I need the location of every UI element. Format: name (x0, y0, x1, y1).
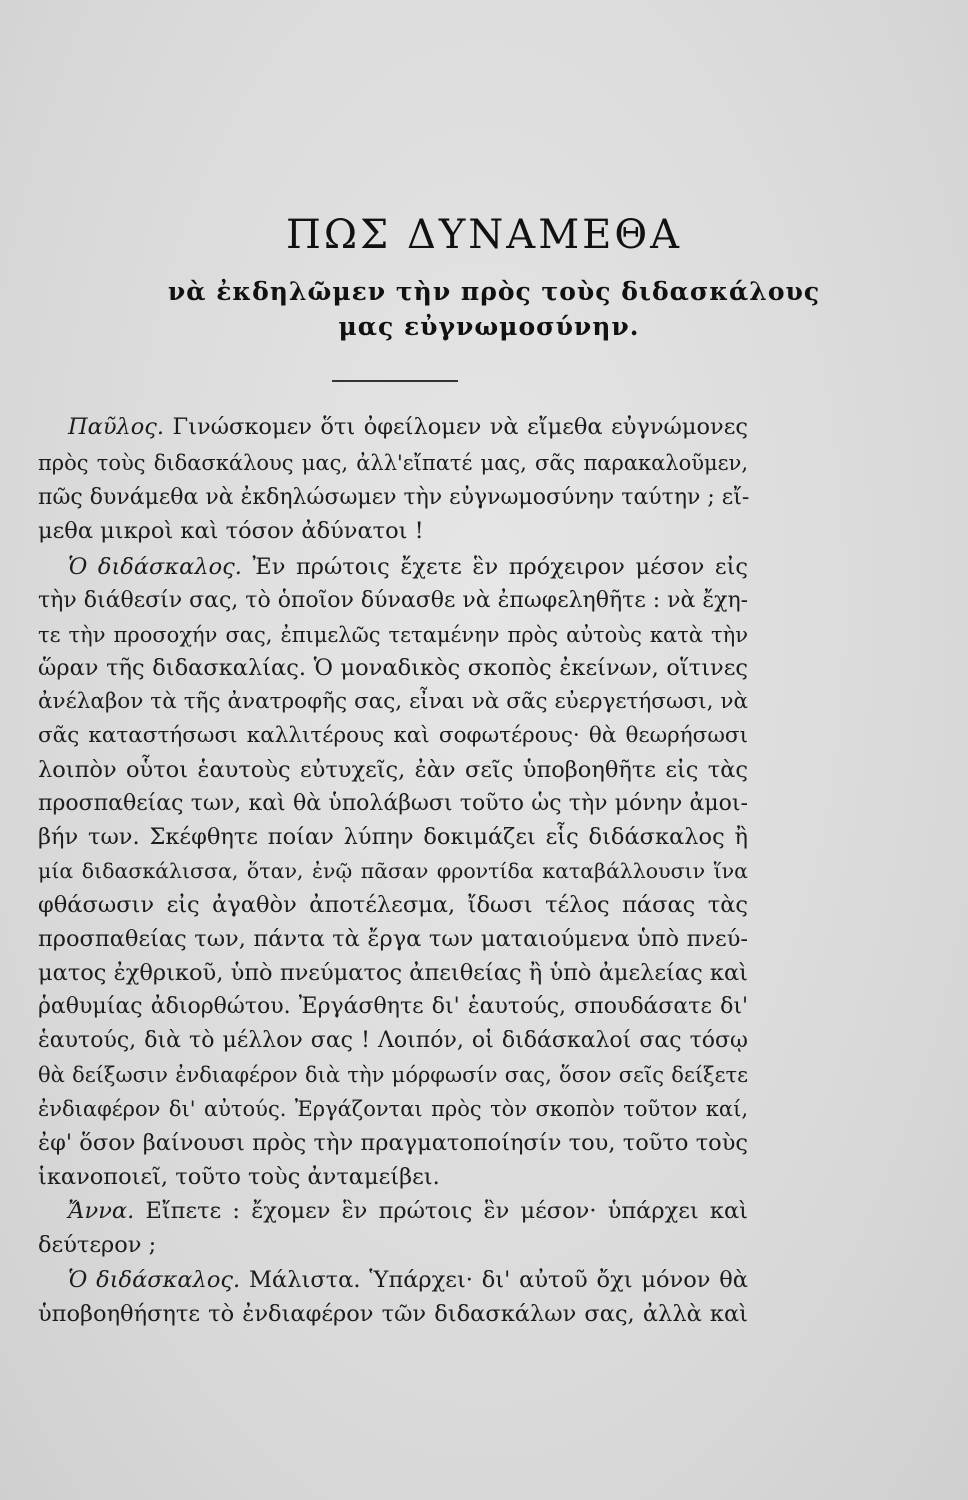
paragraph-line: τὴν διάθεσίν σας, τὸ ὁποῖον δύνασθε νὰ ἐπωφεληθῆτε : νὰ ἔχη- (38, 588, 749, 613)
paragraph-line: βήν των. Σκέφθητε ποίαν λύπην δοκιμάζει εἷς διδάσκαλος ἢ (38, 824, 748, 850)
paragraph-line: μεθα μικροὶ καὶ τόσον ἀδύνατοι ! (38, 518, 424, 544)
line-text: Εἴπετε : ἔχομεν ἓν πρώτοις ἓν μέσον· ὑπάρχει καὶ (145, 1198, 748, 1224)
line-text: Μάλιστα. Ὑπάρχει· δι' αὐτοῦ ὄχι μόνον θὰ (249, 1267, 749, 1293)
paragraph-line: ἐνδιαφέρον δι' αὐτούς. Ἐργάζονται πρὸς τὸν σκοπὸν τοῦτον καί, (38, 1097, 748, 1121)
paragraph-line: πῶς δυνάμεθα νὰ ἐκδηλώσωμεν τὴν εὐγνωμοσύνην ταύτην ; εἴ- (38, 485, 750, 510)
paragraph-line: ἀνέλαβον τὰ τῆς ἀνατροφῆς σας, εἶναι νὰ σᾶς εὐεργετήσωσι, νὰ (38, 689, 748, 714)
paragraph-line (68, 1265, 748, 1295)
paragraph-line: τε τὴν προσοχήν σας, ἐπιμελῶς τεταμένην πρὸς αὐτοὺς κατὰ τὴν (38, 623, 748, 647)
speaker-name: Ὁ διδάσκαλος. (68, 1267, 241, 1293)
paragraph-line: ὥραν τῆς διδασκαλίας. Ὁ μοναδικὸς σκοπὸς ἐκείνων, οἵτινες (38, 655, 748, 681)
speaker-name: Παῦλος. (68, 414, 165, 440)
speaker-name: Ὁ διδάσκαλος. (68, 554, 242, 580)
paragraph-line: σᾶς καταστήσωσι καλλιτέρους καὶ σοφωτέρους· θὰ θεωρήσωσι (38, 723, 748, 748)
paragraph-line: ῥαθυμίας ἀδιορθώτου. Ἐργάσθητε δι' ἑαυτούς, σπουδάσατε δι' (38, 994, 748, 1019)
subtitle-line-2: μας εὐγνωμοσύνην. (338, 312, 640, 341)
paragraph-line (68, 1196, 748, 1226)
paragraph-line (68, 412, 748, 442)
paragraph-line: ὑποβοηθήσητε τὸ ἐνδιαφέρον τῶν διδασκάλων σας, ἀλλὰ καὶ (38, 1301, 748, 1327)
line-text: Ἐν πρώτοις ἔχετε ἓν πρόχειρον μέσον εἰς (252, 554, 748, 580)
paragraph-line: ἐφ' ὅσον βαίνουσι πρὸς τὴν πραγματοποίησίν του, τοῦτο τοὺς (38, 1130, 748, 1156)
paragraph-line: ἑαυτούς, διὰ τὸ μέλλον σας ! Λοιπόν, οἱ διδάσκαλοί σας τόσῳ (38, 1028, 748, 1053)
divider-rule (332, 380, 458, 382)
page-title: ΠΩΣ ΔΥΝΑΜΕΘΑ (285, 212, 683, 258)
paragraph-line: δεύτερον ; (38, 1232, 157, 1258)
paragraph-line: προσπαθείας των, καὶ θὰ ὑπολάβωσι τοῦτο ὡς τὴν μόνην ἀμοι- (38, 791, 748, 816)
paragraph-line: θὰ δείξωσιν ἐνδιαφέρον διὰ τὴν μόρφωσίν σας, ὅσον σεῖς δείξετε (38, 1063, 748, 1087)
paragraph-line (68, 552, 748, 582)
paragraph-line: φθάσωσιν εἰς ἀγαθὸν ἀποτέλεσμα, ἴδωσι τέλος πάσας τὰς (38, 892, 748, 918)
paragraph-line: ἱκανοποιεῖ, τοῦτο τοὺς ἀνταμείβει. (38, 1164, 440, 1190)
paragraph-line: ματος ἐχθρικοῦ, ὑπὸ πνεύματος ἀπειθείας ἢ ὑπὸ ἀμελείας καὶ (38, 960, 748, 986)
speaker-name: Ἄννα. (68, 1198, 135, 1224)
paragraph-line: πρὸς τοὺς διδασκάλους μας, ἀλλ'εἴπατέ μας, σᾶς παρακαλοῦμεν, (38, 451, 748, 475)
line-text: Γινώσκομεν ὅτι ὀφείλομεν νὰ εἴμεθα εὐγνώμονες (172, 414, 748, 440)
subtitle-line-1: νὰ ἐκδηλῶμεν τὴν πρὸς τοὺς διδασκάλους (167, 277, 821, 306)
paragraph-line: προσπαθείας των, πάντα τὰ ἔργα των ματαιούμενα ὑπὸ πνεύ- (38, 926, 748, 952)
paragraph-line: λοιπὸν οὗτοι ἑαυτοὺς εὐτυχεῖς, ἐὰν σεῖς ὑποβοηθῆτε εἰς τὰς (38, 757, 748, 783)
paragraph-line: μία διδασκάλισσα, ὅταν, ἐνῷ πᾶσαν φροντίδα καταβάλλουσιν ἵνα (38, 859, 748, 883)
